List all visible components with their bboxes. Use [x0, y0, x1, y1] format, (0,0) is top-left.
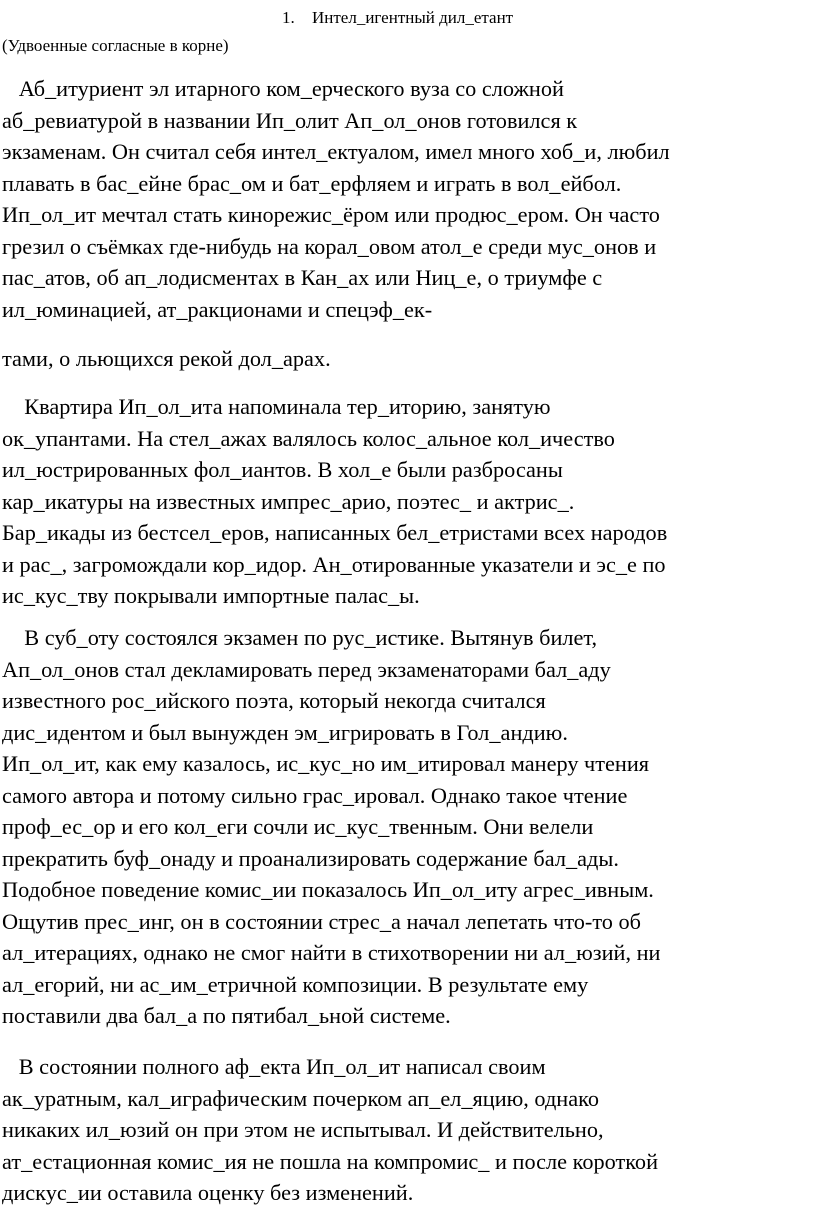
text-line: ат_естационная комис_ия не пошла на компромис_ и после короткой: [2, 1148, 659, 1174]
text-line: ал_итерациях, однако не смог найти в стихотворении ни ал_юзий, ни: [2, 940, 661, 965]
text-line: ал_егорий, ни ас_им_етричной композиции. В результате ему: [2, 971, 589, 997]
text-line: В суб_оту состоялся экзамен по рус_истике. Вытянув билет,: [2, 625, 598, 650]
paragraph-4: [2, 1051, 814, 1209]
exercise-title: [282, 8, 513, 28]
text-line: Подобное поведение комис_ии показалось Ип_ол_иту агрес_ивным.: [2, 877, 654, 902]
text-line: Ап_ол_онов стал декламировать перед экзаменаторами бал_аду: [2, 656, 611, 682]
text-line: Ип_ол_ит, как ему казалось, ис_кус_но им_итировал манеру чтения: [2, 751, 650, 776]
text-line: ок_упантами. На стел_ажах валялось колос_альное кол_ичество: [2, 425, 615, 451]
paragraph-1: [2, 73, 814, 325]
paragraph-2: [2, 391, 814, 612]
text-line: и рас_, загромождали кор_идор. Ан_отированные указатели и эс_е по: [2, 551, 666, 577]
text-line: Квартира Ип_ол_ита напоминала тер_иторию, занятую: [2, 394, 551, 419]
text-line: ил_юстрированных фол_иантов. В хол_е были разбросаны: [2, 457, 563, 482]
text-line: проф_ес_ор и его кол_еги сочли ис_кус_твенным. Они велели: [2, 814, 594, 839]
exercise-subtitle: (Удвоенные согласные в корне): [2, 36, 229, 55]
text-line: тами, о льющихся рекой дол_арах.: [2, 346, 331, 371]
text-line: ис_кус_тву покрывали импортные палас_ы.: [2, 583, 420, 608]
text-line: пас_атов, об ап_лодисментах в Кан_ах или Ниц_е, о триумфе с: [2, 265, 603, 290]
text-line: поставили два бал_а по пятибал_ьной системе.: [2, 1003, 451, 1028]
text-line: ак_уратным, кал_играфическим почерком ап_ел_яцию, однако: [2, 1085, 599, 1111]
text-line: аб_ревиатурой в названии Ип_олит Ап_ол_онов готовился к: [2, 107, 578, 133]
text-line: дис_идентом и был вынужден эм_игрировать в Гол_андию.: [2, 719, 568, 745]
text-line: Ощутив прес_инг, он в состоянии стрес_а начал лепетать что-то об: [2, 908, 642, 934]
text-line: Бар_икады из бестсел_еров, написанных бел_етристами всех народов: [2, 520, 668, 545]
text-line: В состоянии полного аф_екта Ип_ол_ит написал своим: [2, 1054, 546, 1079]
text-line: грезил о съёмках где-нибудь на корал_овом атол_е среди мус_онов и: [2, 233, 657, 259]
paragraph-1-continuation: [2, 343, 814, 375]
paragraph-3: [2, 622, 814, 1032]
text-line: кар_икатуры на известных импрес_арио, поэтес_ и актрис_.: [2, 488, 575, 514]
text-line: экзаменам. Он считал себя интел_ектуалом, имел много хоб_и, любил: [2, 139, 670, 164]
exercise-number: 1.: [282, 8, 295, 27]
text-line: известного рос_ийского поэта, который некогда считался: [2, 688, 546, 713]
text-line: самого автора и потому сильно грас_ировал. Однако такое чтение: [2, 782, 628, 808]
text-line: прекратить буф_онаду и проанализировать содержание бал_ады.: [2, 845, 619, 871]
text-line: Ип_ол_ит мечтал стать кинорежис_ёром или продюс_ером. Он часто: [2, 202, 660, 227]
text-line: никаких ил_юзий он при этом не испытывал. И действительно,: [2, 1117, 604, 1142]
text-line: плавать в бас_ейне брас_ом и бат_ерфляем и играть в вол_ейбол.: [2, 170, 622, 196]
text-line: Аб_итуриент эл итарного ком_ерческого вуза со сложной: [2, 76, 564, 101]
text-line: ил_юминацией, ат_ракционами и спецэф_ек-: [2, 296, 433, 322]
exercise-title-text: Интел_игентный дил_етант: [312, 8, 514, 27]
text-line: дискус_ии оставила оценку без изменений.: [2, 1180, 414, 1205]
